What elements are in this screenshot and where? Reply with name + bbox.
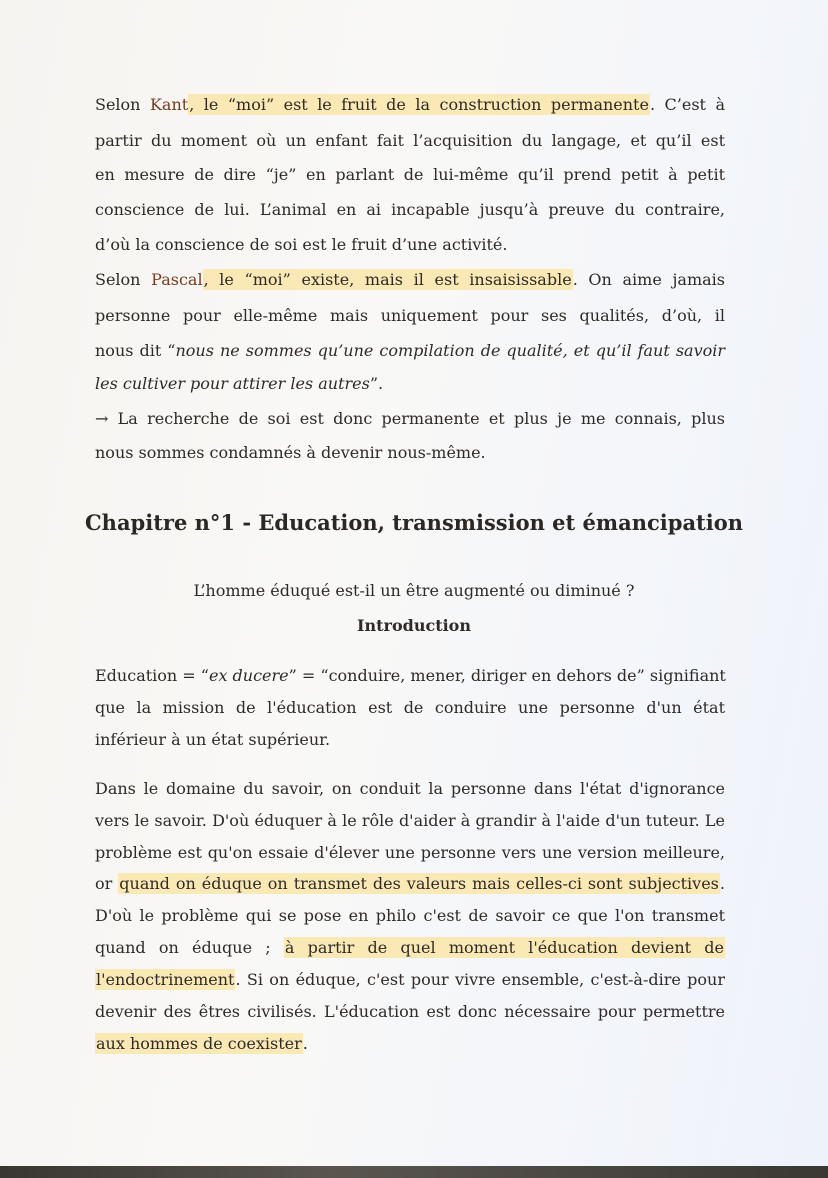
- highlight-values: quand on éduque on transmet des valeurs mais celles-ci sont subjectives: [119, 874, 719, 893]
- chapter-question: L’homme éduqué est-il un être augmenté ou diminué ?: [193, 581, 635, 600]
- p3-line-2: vers le savoir. D'où éduquer à le rôle d'aider à grandir à l'aide d'un tuteur. Le: [95, 811, 725, 830]
- table-edge: [0, 1166, 828, 1178]
- p1-line-11: nous sommes condamnés à devenir nous-même.: [95, 443, 486, 462]
- p1-line-4: conscience de lui. L’animal en ai incapable jusqu’à preuve du contraire,: [95, 200, 725, 219]
- name-kant: Kant: [149, 95, 189, 114]
- p3-line-4: or quand on éduque on transmet des valeurs mais celles-ci sont subjectives.: [95, 874, 725, 893]
- p1-line-7: personne pour elle-même mais uniquement pour ses qualités, d’où, il: [95, 306, 725, 325]
- p1-line-5: d’où la conscience de soi est le fruit d’une activité.: [95, 235, 508, 254]
- p3-line-7: l'endoctrinement. Si on éduque, c'est pour vivre ensemble, c'est-à-dire pour: [96, 970, 725, 989]
- highlight-education: à partir de quel moment l'éducation devient de: [284, 938, 724, 957]
- highlight-coexister: aux hommes de coexister: [96, 1034, 302, 1053]
- p1-line-2: partir du moment où un enfant fait l’acquisition du langage, et qu’il est: [95, 131, 725, 150]
- p3-line-8: devenir des êtres civilisés. L'éducation est donc nécessaire pour permettre: [95, 1002, 725, 1021]
- chapter-title: Chapitre n°1 - Education, transmission et émancipation: [84, 510, 744, 535]
- p3-line-6: quand on éduque ; à partir de quel moment l'éducation devient de: [95, 938, 724, 957]
- p1-line-10: → La recherche de soi est donc permanente et plus je me connais, plus: [95, 409, 725, 428]
- p1-line-6: Selon Pascal, le “moi” existe, mais il est insaisissable. On aime jamais: [95, 270, 725, 289]
- name-pascal: Pascal: [151, 270, 203, 289]
- p3-line-5: D'où le problème qui se pose en philo c'est de savoir ce que l'on transmet: [95, 906, 725, 925]
- p2-line-3: inférieur à un état supérieur.: [95, 730, 331, 749]
- highlight-kant: , le “moi” est le fruit de la construction permanente: [189, 95, 649, 114]
- highlight-endoctrinement: l'endoctrinement: [96, 970, 235, 989]
- p3-line-1: Dans le domaine du savoir, on conduit la personne dans l'état d'ignorance: [95, 779, 725, 798]
- p1-line-9: les cultiver pour attirer les autres”.: [95, 374, 384, 393]
- highlight-pascal: , le “moi” existe, mais il est insaisissable: [203, 270, 572, 289]
- p3-line-9: aux hommes de coexister.: [96, 1034, 308, 1053]
- section-introduction: Introduction: [357, 616, 471, 635]
- p2-line-2: que la mission de l'éducation est de conduire une personne d'un état: [95, 698, 725, 717]
- quote-pascal: nous ne sommes qu’une compilation de qualité, et qu’il faut savoir: [175, 341, 726, 360]
- p3-line-3: problème est qu'on essaie d'élever une personne vers une version meilleure,: [95, 843, 725, 862]
- p1-line-8: nous dit “nous ne sommes qu’une compilation de qualité, et qu’il faut savoir: [95, 341, 726, 360]
- p1-line-3: en mesure de dire “je” en parlant de lui-même qu’il prend petit à petit: [95, 165, 725, 184]
- p2-line-1: Education = “ex ducere” = “conduire, mener, diriger en dehors de” signifiant: [95, 666, 726, 685]
- p1-line-1: Selon Kant, le “moi” est le fruit de la construction permanente. C’est à: [95, 95, 725, 114]
